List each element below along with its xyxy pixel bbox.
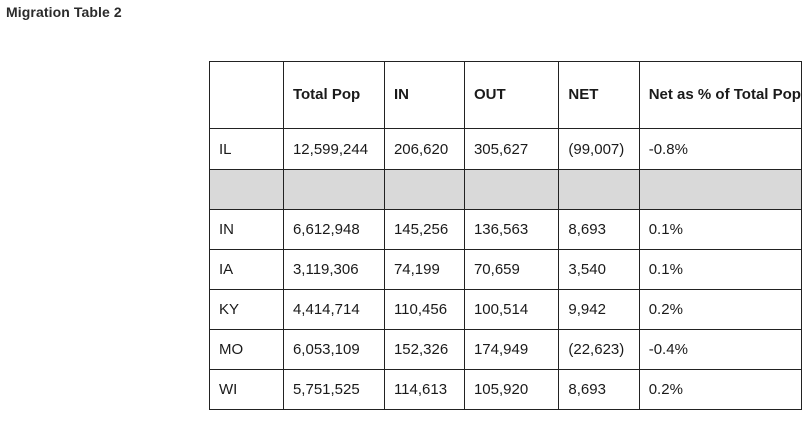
header-total-pop: Total Pop — [283, 62, 384, 129]
spacer-cell — [559, 170, 639, 210]
cell-net-pct: -0.8% — [639, 129, 801, 170]
cell-state: IL — [210, 129, 284, 170]
cell-state: MO — [210, 330, 284, 370]
cell-net-pct: 0.1% — [639, 210, 801, 250]
cell-in: 110,456 — [384, 290, 464, 330]
cell-net-pct: -0.4% — [639, 330, 801, 370]
spacer-cell — [639, 170, 801, 210]
cell-out: 305,627 — [464, 129, 558, 170]
cell-state: WI — [210, 370, 284, 410]
header-out: OUT — [464, 62, 558, 129]
table-row — [210, 370, 802, 410]
cell-state: IA — [210, 250, 284, 290]
table-row — [210, 129, 802, 170]
spacer-cell — [464, 170, 558, 210]
cell-total-pop: 5,751,525 — [283, 370, 384, 410]
cell-net: 9,942 — [559, 290, 639, 330]
cell-net: 8,693 — [559, 210, 639, 250]
cell-net: 3,540 — [559, 250, 639, 290]
cell-out: 136,563 — [464, 210, 558, 250]
cell-state: IN — [210, 210, 284, 250]
table-caption: Migration Table 2 — [6, 4, 122, 20]
header-net: NET — [559, 62, 639, 129]
cell-in: 152,326 — [384, 330, 464, 370]
cell-total-pop: 4,414,714 — [283, 290, 384, 330]
cell-total-pop: 6,053,109 — [283, 330, 384, 370]
header-in: IN — [384, 62, 464, 129]
cell-total-pop: 12,599,244 — [283, 129, 384, 170]
cell-net-pct: 0.2% — [639, 290, 801, 330]
cell-total-pop: 6,612,948 — [283, 210, 384, 250]
cell-out: 100,514 — [464, 290, 558, 330]
spacer-cell — [210, 170, 284, 210]
cell-net: 8,693 — [559, 370, 639, 410]
cell-net-pct: 0.2% — [639, 370, 801, 410]
cell-state: KY — [210, 290, 284, 330]
spacer-cell — [283, 170, 384, 210]
cell-net: (99,007) — [559, 129, 639, 170]
table-row — [210, 250, 802, 290]
cell-total-pop: 3,119,306 — [283, 250, 384, 290]
cell-in: 74,199 — [384, 250, 464, 290]
cell-in: 206,620 — [384, 129, 464, 170]
cell-out: 174,949 — [464, 330, 558, 370]
table-row — [210, 290, 802, 330]
migration-table — [209, 61, 802, 410]
cell-net: (22,623) — [559, 330, 639, 370]
header-net-pct: Net as % of Total Pop — [639, 62, 801, 129]
table-row — [210, 210, 802, 250]
cell-out: 105,920 — [464, 370, 558, 410]
cell-net-pct: 0.1% — [639, 250, 801, 290]
cell-in: 114,613 — [384, 370, 464, 410]
cell-out: 70,659 — [464, 250, 558, 290]
cell-in: 145,256 — [384, 210, 464, 250]
spacer-row — [210, 170, 802, 210]
table-row — [210, 330, 802, 370]
header-state — [210, 62, 284, 129]
table-header-row — [210, 62, 802, 129]
spacer-cell — [384, 170, 464, 210]
